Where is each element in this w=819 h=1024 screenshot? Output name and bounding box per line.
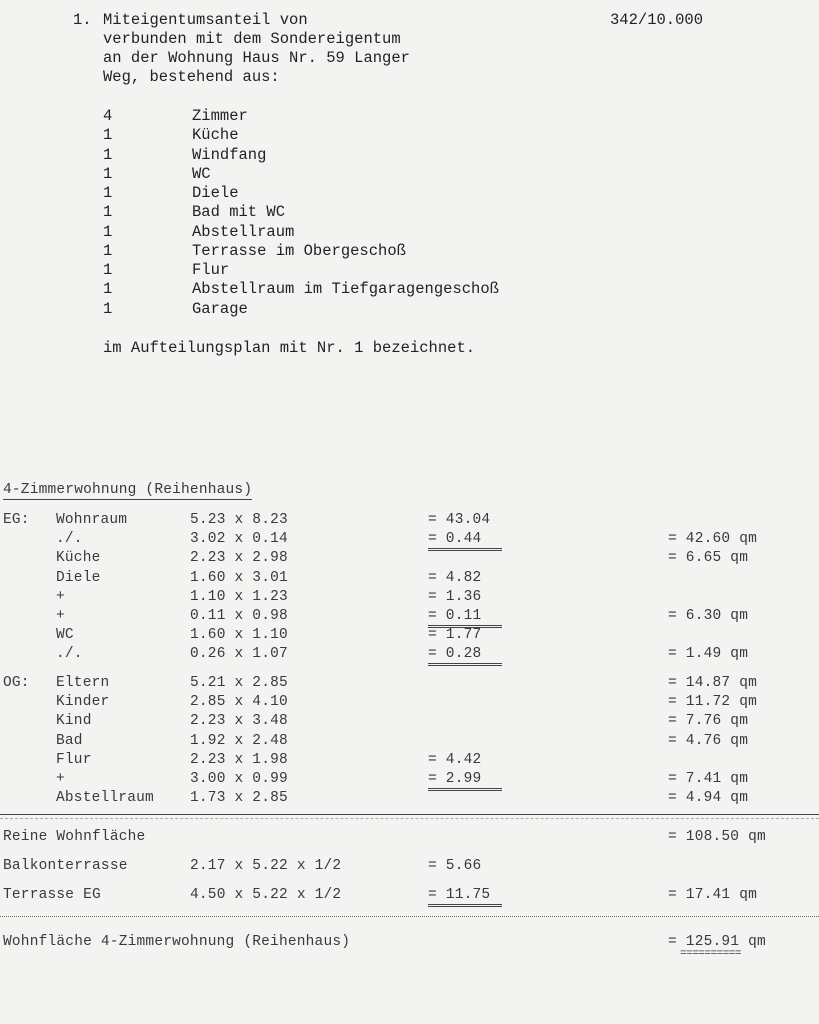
- subtotal: = 1.36: [428, 589, 482, 605]
- room-label: ./.: [56, 646, 83, 662]
- terrasse-label: Terrasse EG: [3, 887, 101, 903]
- intro-line: an der Wohnung Haus Nr. 59 Langer: [103, 49, 410, 67]
- room-count: 1: [103, 280, 113, 298]
- room-label: Kind: [56, 713, 92, 729]
- subtotal: = 43.04: [428, 512, 491, 528]
- reine-total: = 108.50 qm: [668, 829, 766, 845]
- intro-line: Weg, bestehend aus:: [103, 68, 280, 86]
- subtotal: = 4.82: [428, 570, 482, 586]
- room-name: Diele: [192, 184, 239, 202]
- room-name: Bad mit WC: [192, 203, 286, 221]
- room-count: 1: [103, 165, 113, 183]
- room-count: 1: [103, 146, 113, 164]
- balkon-dims: 2.17 x 5.22 x 1/2: [190, 858, 342, 874]
- final-label: Wohnfläche 4-Zimmerwohnung (Reihenhaus): [3, 934, 351, 950]
- room-count: 4: [103, 107, 113, 125]
- room-label: ./.: [56, 531, 83, 547]
- room-count: 1: [103, 300, 113, 318]
- section-number: 1.: [73, 11, 92, 29]
- row-total: = 42.60 qm: [668, 531, 758, 547]
- row-total: = 14.87 qm: [668, 675, 758, 691]
- room-name: Garage: [192, 300, 248, 318]
- divider-line: [0, 916, 819, 917]
- room-label: Wohnraum: [56, 512, 128, 528]
- room-dims: 3.02 x 0.14: [190, 531, 288, 547]
- room-label: Eltern: [56, 675, 110, 691]
- room-name: Zimmer: [192, 107, 248, 125]
- room-name: Abstellraum im Tiefgaragengeschoß: [192, 280, 499, 298]
- room-dims: 2.85 x 4.10: [190, 694, 288, 710]
- room-count: 1: [103, 223, 113, 241]
- subtotal: = 0.44: [428, 531, 502, 551]
- row-total: = 11.72 qm: [668, 694, 758, 710]
- room-label: WC: [56, 627, 74, 643]
- room-label: Küche: [56, 550, 101, 566]
- divider-line: [0, 814, 819, 815]
- room-name: Abstellraum: [192, 223, 295, 241]
- room-label: Kinder: [56, 694, 110, 710]
- room-label: +: [56, 771, 65, 787]
- room-label: Diele: [56, 570, 101, 586]
- room-label: +: [56, 608, 65, 624]
- room-label: Flur: [56, 752, 92, 768]
- room-label: Bad: [56, 733, 83, 749]
- room-dims: 1.60 x 1.10: [190, 627, 288, 643]
- room-dims: 1.10 x 1.23: [190, 589, 288, 605]
- room-name: WC: [192, 165, 211, 183]
- room-dims: 2.23 x 2.98: [190, 550, 288, 566]
- room-dims: 0.11 x 0.98: [190, 608, 288, 624]
- room-count: 1: [103, 261, 113, 279]
- room-dims: 1.60 x 3.01: [190, 570, 288, 586]
- share-value: 342/10.000: [610, 11, 704, 29]
- row-total: = 6.65 qm: [668, 550, 749, 566]
- terrasse-sub: = 11.75: [428, 887, 502, 907]
- room-name: Windfang: [192, 146, 267, 164]
- row-total: = 4.94 qm: [668, 790, 749, 806]
- room-dims: 2.23 x 3.48: [190, 713, 288, 729]
- balkon-sub: = 5.66: [428, 858, 482, 874]
- divider-line: [0, 818, 819, 819]
- room-dims: 5.21 x 2.85: [190, 675, 288, 691]
- room-dims: 1.92 x 2.48: [190, 733, 288, 749]
- room-count: 1: [103, 203, 113, 221]
- intro-line: verbunden mit dem Sondereigentum: [103, 30, 401, 48]
- subtotal: = 4.42: [428, 752, 482, 768]
- row-total: = 6.30 qm: [668, 608, 749, 624]
- room-count: 1: [103, 242, 113, 260]
- reine-label: Reine Wohnfläche: [3, 829, 146, 845]
- room-label: Abstellraum: [56, 790, 154, 806]
- row-total: = 7.41 qm: [668, 771, 749, 787]
- closing-line: im Aufteilungsplan mit Nr. 1 bezeichnet.: [103, 339, 476, 357]
- room-dims: 5.23 x 8.23: [190, 512, 288, 528]
- final-underline: ==========: [680, 948, 742, 960]
- room-count: 1: [103, 126, 113, 144]
- room-name: Terrasse im Obergeschoß: [192, 242, 406, 260]
- room-count: 1: [103, 184, 113, 202]
- room-label: +: [56, 589, 65, 605]
- balkon-label: Balkonterrasse: [3, 858, 128, 874]
- floor-label: OG:: [3, 675, 30, 691]
- subtotal: = 0.28: [428, 646, 502, 666]
- subtotal: = 1.77: [428, 627, 482, 643]
- row-total: = 7.76 qm: [668, 713, 749, 729]
- intro-line: Miteigentumsanteil von: [103, 11, 308, 29]
- room-name: Flur: [192, 261, 230, 279]
- calc-heading: 4-Zimmerwohnung (Reihenhaus): [3, 482, 253, 498]
- subtotal: = 2.99: [428, 771, 502, 791]
- final-total: = 125.91 qm: [668, 934, 766, 950]
- subtotal: = 0.11: [428, 608, 502, 628]
- terrasse-dims: 4.50 x 5.22 x 1/2: [190, 887, 342, 903]
- floor-label: EG:: [3, 512, 30, 528]
- room-dims: 0.26 x 1.07: [190, 646, 288, 662]
- row-total: = 4.76 qm: [668, 733, 749, 749]
- room-name: Küche: [192, 126, 239, 144]
- terrasse-total: = 17.41 qm: [668, 887, 758, 903]
- room-dims: 1.73 x 2.85: [190, 790, 288, 806]
- row-total: = 1.49 qm: [668, 646, 749, 662]
- room-dims: 3.00 x 0.99: [190, 771, 288, 787]
- room-dims: 2.23 x 1.98: [190, 752, 288, 768]
